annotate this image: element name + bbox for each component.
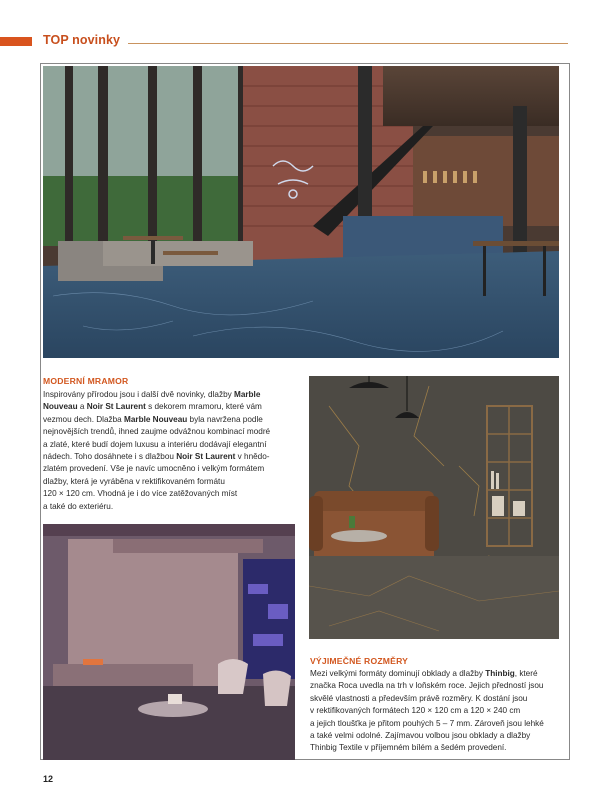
text-line: Mezi velkými formáty dominují obklady a dlažby Thinbig, které <box>310 669 538 678</box>
header-accent-bar <box>0 37 32 46</box>
text-line: nejnovějších trendů, ihned zaujme odvážnou kombinací modré <box>43 427 271 437</box>
text-line: Inspirovány přírodou jsou i další dvě novinky, dlažby Marble <box>43 390 261 399</box>
text-line: skvělé vlastnosti a především právě rozměry. K dostání jsou <box>310 693 528 703</box>
photo-pink-interior-thinbig <box>43 524 295 760</box>
text-line: a také velmi odolné. Zajímavou volbou jsou obklady a dlažby <box>310 731 531 741</box>
section-title-modern-marble: MODERNÍ MRAMOR <box>43 376 129 386</box>
text-line: dlažby, která je vyráběna v rektifikovaném formátu <box>43 476 225 486</box>
text-line: v rektifikovaných formátech 120 × 120 cm a 120 × 240 cm <box>310 706 521 716</box>
text-line: nádech. Toho dosáhnete i s dlažbou Noir St Laurent v hnědo- <box>43 452 270 462</box>
text-line: vezmou dech. Dlažba Marble Nouveau byla navržena podle <box>43 414 263 424</box>
section-body-exceptional-sizes <box>310 668 544 755</box>
text-line: a také do exteriéru. <box>43 501 114 511</box>
section-title-exceptional-sizes: VÝJIMEČNÉ ROZMĚRY <box>310 656 409 666</box>
page-section-title: TOP novinky <box>43 33 121 47</box>
text-line: značka Roca uvedla na trh v loňském roce. Jejich předností jsou <box>310 681 544 691</box>
text-line: a jejich tloušťka je přitom pouhých 5 – 7 mm. Zároveň jsou lehké <box>310 718 544 728</box>
header-rule <box>128 43 568 44</box>
text-line: zlatém provedení. Vše je navíc umocněno i velkým formátem <box>43 464 265 474</box>
text-line: 120 × 120 cm. Vhodná je i do více zatěžovaných míst <box>43 489 238 499</box>
text-line: Thinbig Textile v příjemném bílém a šedém provedení. <box>310 743 507 753</box>
text-line: Nouveau a Noir St Laurent s dekorem mramoru, které vám <box>43 402 262 412</box>
text-line: a zlaté, které budí dojem luxusu a interiéru dodávají elegantní <box>43 439 267 449</box>
section-body-modern-marble <box>43 389 270 513</box>
page-number: 12 <box>43 774 54 784</box>
photo-living-room-noir-st-laurent <box>309 376 559 639</box>
photo-lounge-marble-nouveau <box>43 66 559 358</box>
